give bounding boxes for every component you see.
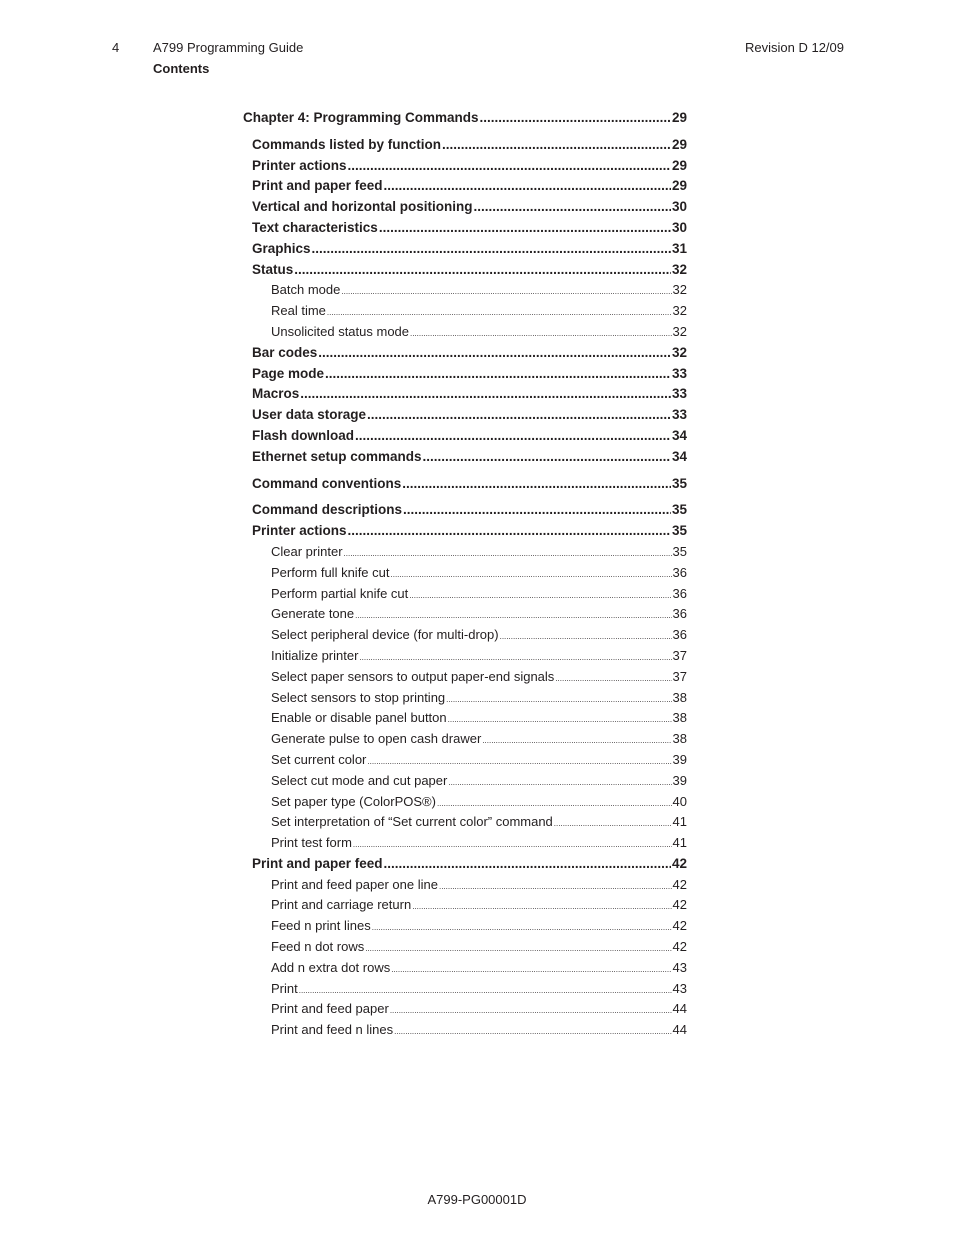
dot-leader <box>412 895 671 918</box>
toc-entry-page: 32 <box>672 303 687 319</box>
toc-entry-page: 33 <box>671 386 687 402</box>
toc-entry-title: Print and feed paper <box>271 1001 389 1017</box>
toc-entry-title: Real time <box>271 303 326 319</box>
toc-entry[interactable] <box>243 688 687 709</box>
dot-leader <box>448 771 671 794</box>
toc-entry-title: Print test form <box>271 835 352 851</box>
dot-leader <box>446 688 671 711</box>
toc-entry-title: Print <box>271 980 298 996</box>
dot-leader <box>300 384 671 405</box>
section-title: Contents <box>153 61 210 76</box>
toc-entry[interactable] <box>243 322 687 343</box>
toc-entry-title: Print and carriage return <box>271 897 412 913</box>
toc-entry-title: Print and feed n lines <box>271 1022 394 1038</box>
dot-leader <box>348 521 671 542</box>
toc-entry[interactable] <box>243 500 687 521</box>
toc-entry[interactable] <box>243 260 687 281</box>
toc-entry-page: 41 <box>672 835 687 851</box>
dot-leader <box>448 708 672 731</box>
toc-entry-title: Flash download <box>252 427 355 443</box>
dot-leader <box>348 156 671 177</box>
toc-entry-title: Page mode <box>252 365 325 381</box>
toc-entry-page: 44 <box>672 1001 687 1017</box>
dot-leader <box>410 322 672 345</box>
dot-leader <box>391 958 671 981</box>
toc-entry[interactable] <box>243 1020 687 1041</box>
toc-entry-title: Print and feed paper one line <box>271 876 438 892</box>
toc-entry[interactable] <box>243 280 687 301</box>
toc-entry-page: 33 <box>671 365 687 381</box>
dot-leader <box>294 260 671 281</box>
table-of-contents <box>243 108 687 1041</box>
toc-entry-title: Chapter 4: Programming Commands <box>243 110 479 125</box>
toc-entry-title: Status <box>252 261 294 277</box>
toc-entry-page: 39 <box>672 751 687 767</box>
toc-entry-page: 36 <box>672 585 687 601</box>
dot-leader <box>355 604 671 627</box>
toc-entry[interactable] <box>243 521 687 542</box>
toc-entry-title: Batch mode <box>271 282 341 298</box>
dot-leader <box>325 364 671 385</box>
toc-entry[interactable] <box>243 563 687 584</box>
toc-entry-page: 40 <box>672 793 687 809</box>
toc-entry-page: 42 <box>672 876 687 892</box>
dot-leader <box>554 812 672 835</box>
toc-entry[interactable] <box>243 176 687 197</box>
toc-entry-title: Text characteristics <box>252 219 378 235</box>
toc-entry-title: Add n extra dot rows <box>271 959 391 975</box>
toc-entry-title: Graphics <box>252 240 311 256</box>
dot-leader <box>299 979 672 1002</box>
toc-entry-title: Macros <box>252 386 300 402</box>
toc-entry-page: 44 <box>672 1022 687 1038</box>
toc-entry-page: 35 <box>671 502 687 518</box>
toc-entry-page: 34 <box>671 427 687 443</box>
toc-entry-page: 34 <box>671 448 687 464</box>
toc-entry-title: Bar codes <box>252 344 318 360</box>
toc-entry-title: Perform full knife cut <box>271 564 390 580</box>
dot-leader <box>437 792 672 815</box>
dot-leader <box>391 563 672 586</box>
toc-entry-page: 42 <box>672 918 687 934</box>
dot-leader <box>384 176 671 197</box>
dot-leader <box>439 875 672 898</box>
toc-entry[interactable] <box>243 156 687 177</box>
dot-leader <box>423 447 671 468</box>
toc-entry-title: Vertical and horizontal positioning <box>252 199 473 215</box>
toc-entry[interactable] <box>243 197 687 218</box>
toc-entry-page: 33 <box>671 407 687 423</box>
dot-leader <box>355 426 671 447</box>
toc-entry-page: 32 <box>671 261 687 277</box>
toc-entry[interactable] <box>243 708 687 729</box>
toc-entry-title: Initialize printer <box>271 647 359 663</box>
toc-entry-title: Select paper sensors to output paper-end signals <box>271 668 555 684</box>
toc-entry-title: User data storage <box>252 407 367 423</box>
toc-entry-page: 42 <box>672 897 687 913</box>
toc-entry-page: 38 <box>672 689 687 705</box>
document-title: A799 Programming Guide <box>153 40 304 55</box>
toc-entry[interactable] <box>243 239 687 260</box>
toc-entry-title: Select cut mode and cut paper <box>271 772 448 788</box>
dot-leader <box>403 500 671 521</box>
toc-entry-title: Generate tone <box>271 606 355 622</box>
dot-leader <box>379 218 671 239</box>
dot-leader <box>480 108 671 129</box>
toc-entry-page: 35 <box>672 543 687 559</box>
toc-entry-page: 29 <box>671 157 687 173</box>
dot-leader <box>318 343 671 364</box>
toc-entry-page: 29 <box>671 136 687 152</box>
toc-entry[interactable] <box>243 301 687 322</box>
toc-entry-page: 30 <box>671 199 687 215</box>
toc-entry[interactable] <box>243 405 687 426</box>
toc-entry-page: 36 <box>672 627 687 643</box>
toc-entry[interactable] <box>243 625 687 646</box>
toc-entry-page: 41 <box>672 814 687 830</box>
toc-entry[interactable] <box>243 384 687 405</box>
toc-entry-page: 42 <box>672 939 687 955</box>
toc-entry-title: Printer actions <box>252 157 347 173</box>
toc-entry[interactable] <box>243 937 687 958</box>
page-header <box>0 38 954 82</box>
toc-entry-title: Command conventions <box>252 475 402 491</box>
toc-entry[interactable] <box>243 812 687 833</box>
toc-entry-title: Feed n dot rows <box>271 939 365 955</box>
toc-entry-title: Set interpretation of “Set current color” command <box>271 814 553 830</box>
revision-label: Revision D 12/09 <box>745 40 844 55</box>
toc-entry-title: Select sensors to stop printing <box>271 689 446 705</box>
toc-entry-title: Print and paper feed <box>252 855 383 871</box>
toc-entry-page: 32 <box>671 344 687 360</box>
toc-entry-page: 37 <box>672 668 687 684</box>
toc-entry-title: Command descriptions <box>252 502 403 518</box>
toc-entry[interactable] <box>243 750 687 771</box>
dot-leader <box>367 405 671 426</box>
toc-entry-page: 43 <box>672 980 687 996</box>
toc-entry-page: 32 <box>672 323 687 339</box>
toc-entry-page: 31 <box>671 240 687 256</box>
document-id: A799-PG00001D <box>427 1192 527 1207</box>
toc-entry[interactable] <box>243 604 687 625</box>
toc-entry-page: 32 <box>672 282 687 298</box>
toc-entry-page: 38 <box>672 731 687 747</box>
toc-entry-title: Generate pulse to open cash drawer <box>271 731 482 747</box>
toc-entry[interactable] <box>243 542 687 563</box>
toc-entry-page: 43 <box>672 959 687 975</box>
toc-entry-title: Ethernet setup commands <box>252 448 422 464</box>
dot-leader <box>327 301 672 324</box>
dot-leader <box>372 916 672 939</box>
toc-entry-title: Printer actions <box>252 523 347 539</box>
toc-entry[interactable] <box>243 667 687 688</box>
dot-leader <box>402 474 671 495</box>
dot-leader <box>474 197 671 218</box>
toc-entry[interactable] <box>243 916 687 937</box>
dot-leader <box>394 1020 671 1043</box>
dot-leader <box>367 750 671 773</box>
toc-entry[interactable] <box>243 999 687 1020</box>
dot-leader <box>555 667 671 690</box>
toc-entry-page: 36 <box>672 564 687 580</box>
dot-leader <box>359 646 671 669</box>
toc-entry[interactable] <box>243 854 687 875</box>
toc-entry[interactable] <box>243 218 687 239</box>
dot-leader <box>312 239 671 260</box>
toc-entry[interactable] <box>243 875 687 896</box>
toc-entry[interactable] <box>243 792 687 813</box>
toc-entry-page: 35 <box>671 475 687 491</box>
toc-entry-page: 29 <box>671 178 687 194</box>
toc-entry[interactable] <box>243 426 687 447</box>
toc-entry[interactable] <box>243 729 687 750</box>
toc-entry-title: Enable or disable panel button <box>271 710 447 726</box>
toc-entry-title: Print and paper feed <box>252 178 383 194</box>
toc-entry[interactable] <box>243 771 687 792</box>
toc-entry-title: Select peripheral device (for multi-drop) <box>271 627 499 643</box>
toc-entry[interactable] <box>243 364 687 385</box>
toc-entry-page: 30 <box>671 219 687 235</box>
toc-entry-page: 42 <box>671 855 687 871</box>
toc-entry[interactable] <box>243 646 687 667</box>
toc-entry[interactable] <box>243 474 687 495</box>
toc-entry[interactable] <box>243 447 687 468</box>
dot-leader <box>409 584 671 607</box>
toc-entry[interactable] <box>243 343 687 364</box>
toc-entry[interactable] <box>243 135 687 156</box>
toc-entry[interactable] <box>243 979 687 1000</box>
toc-entry-page: 39 <box>672 772 687 788</box>
toc-entry-title: Commands listed by function <box>252 136 442 152</box>
dot-leader <box>500 625 672 648</box>
toc-entry[interactable] <box>243 833 687 854</box>
toc-entry[interactable] <box>243 895 687 916</box>
dot-leader <box>344 542 672 565</box>
dot-leader <box>365 937 671 960</box>
toc-entry-page: 35 <box>671 523 687 539</box>
toc-entry[interactable] <box>243 958 687 979</box>
dot-leader <box>442 135 671 156</box>
toc-entry[interactable] <box>243 584 687 605</box>
toc-entry-page: 29 <box>671 110 687 125</box>
page-footer <box>0 1192 954 1207</box>
dot-leader <box>384 854 671 875</box>
toc-entry-page: 38 <box>672 710 687 726</box>
toc-entry-page: 36 <box>672 606 687 622</box>
page-number: 4 <box>112 40 120 55</box>
toc-entry-title: Unsolicited status mode <box>271 323 410 339</box>
dot-leader <box>341 280 671 303</box>
dot-leader <box>390 999 672 1022</box>
toc-entry-page: 37 <box>672 647 687 663</box>
toc-entry-title: Clear printer <box>271 543 343 559</box>
toc-entry[interactable] <box>243 108 687 129</box>
toc-entry-title: Perform partial knife cut <box>271 585 409 601</box>
dot-leader <box>353 833 672 856</box>
toc-entry-title: Set current color <box>271 751 367 767</box>
dot-leader <box>482 729 671 752</box>
toc-entry-title: Set paper type (ColorPOS®) <box>271 793 436 809</box>
toc-entry-title: Feed n print lines <box>271 918 371 934</box>
